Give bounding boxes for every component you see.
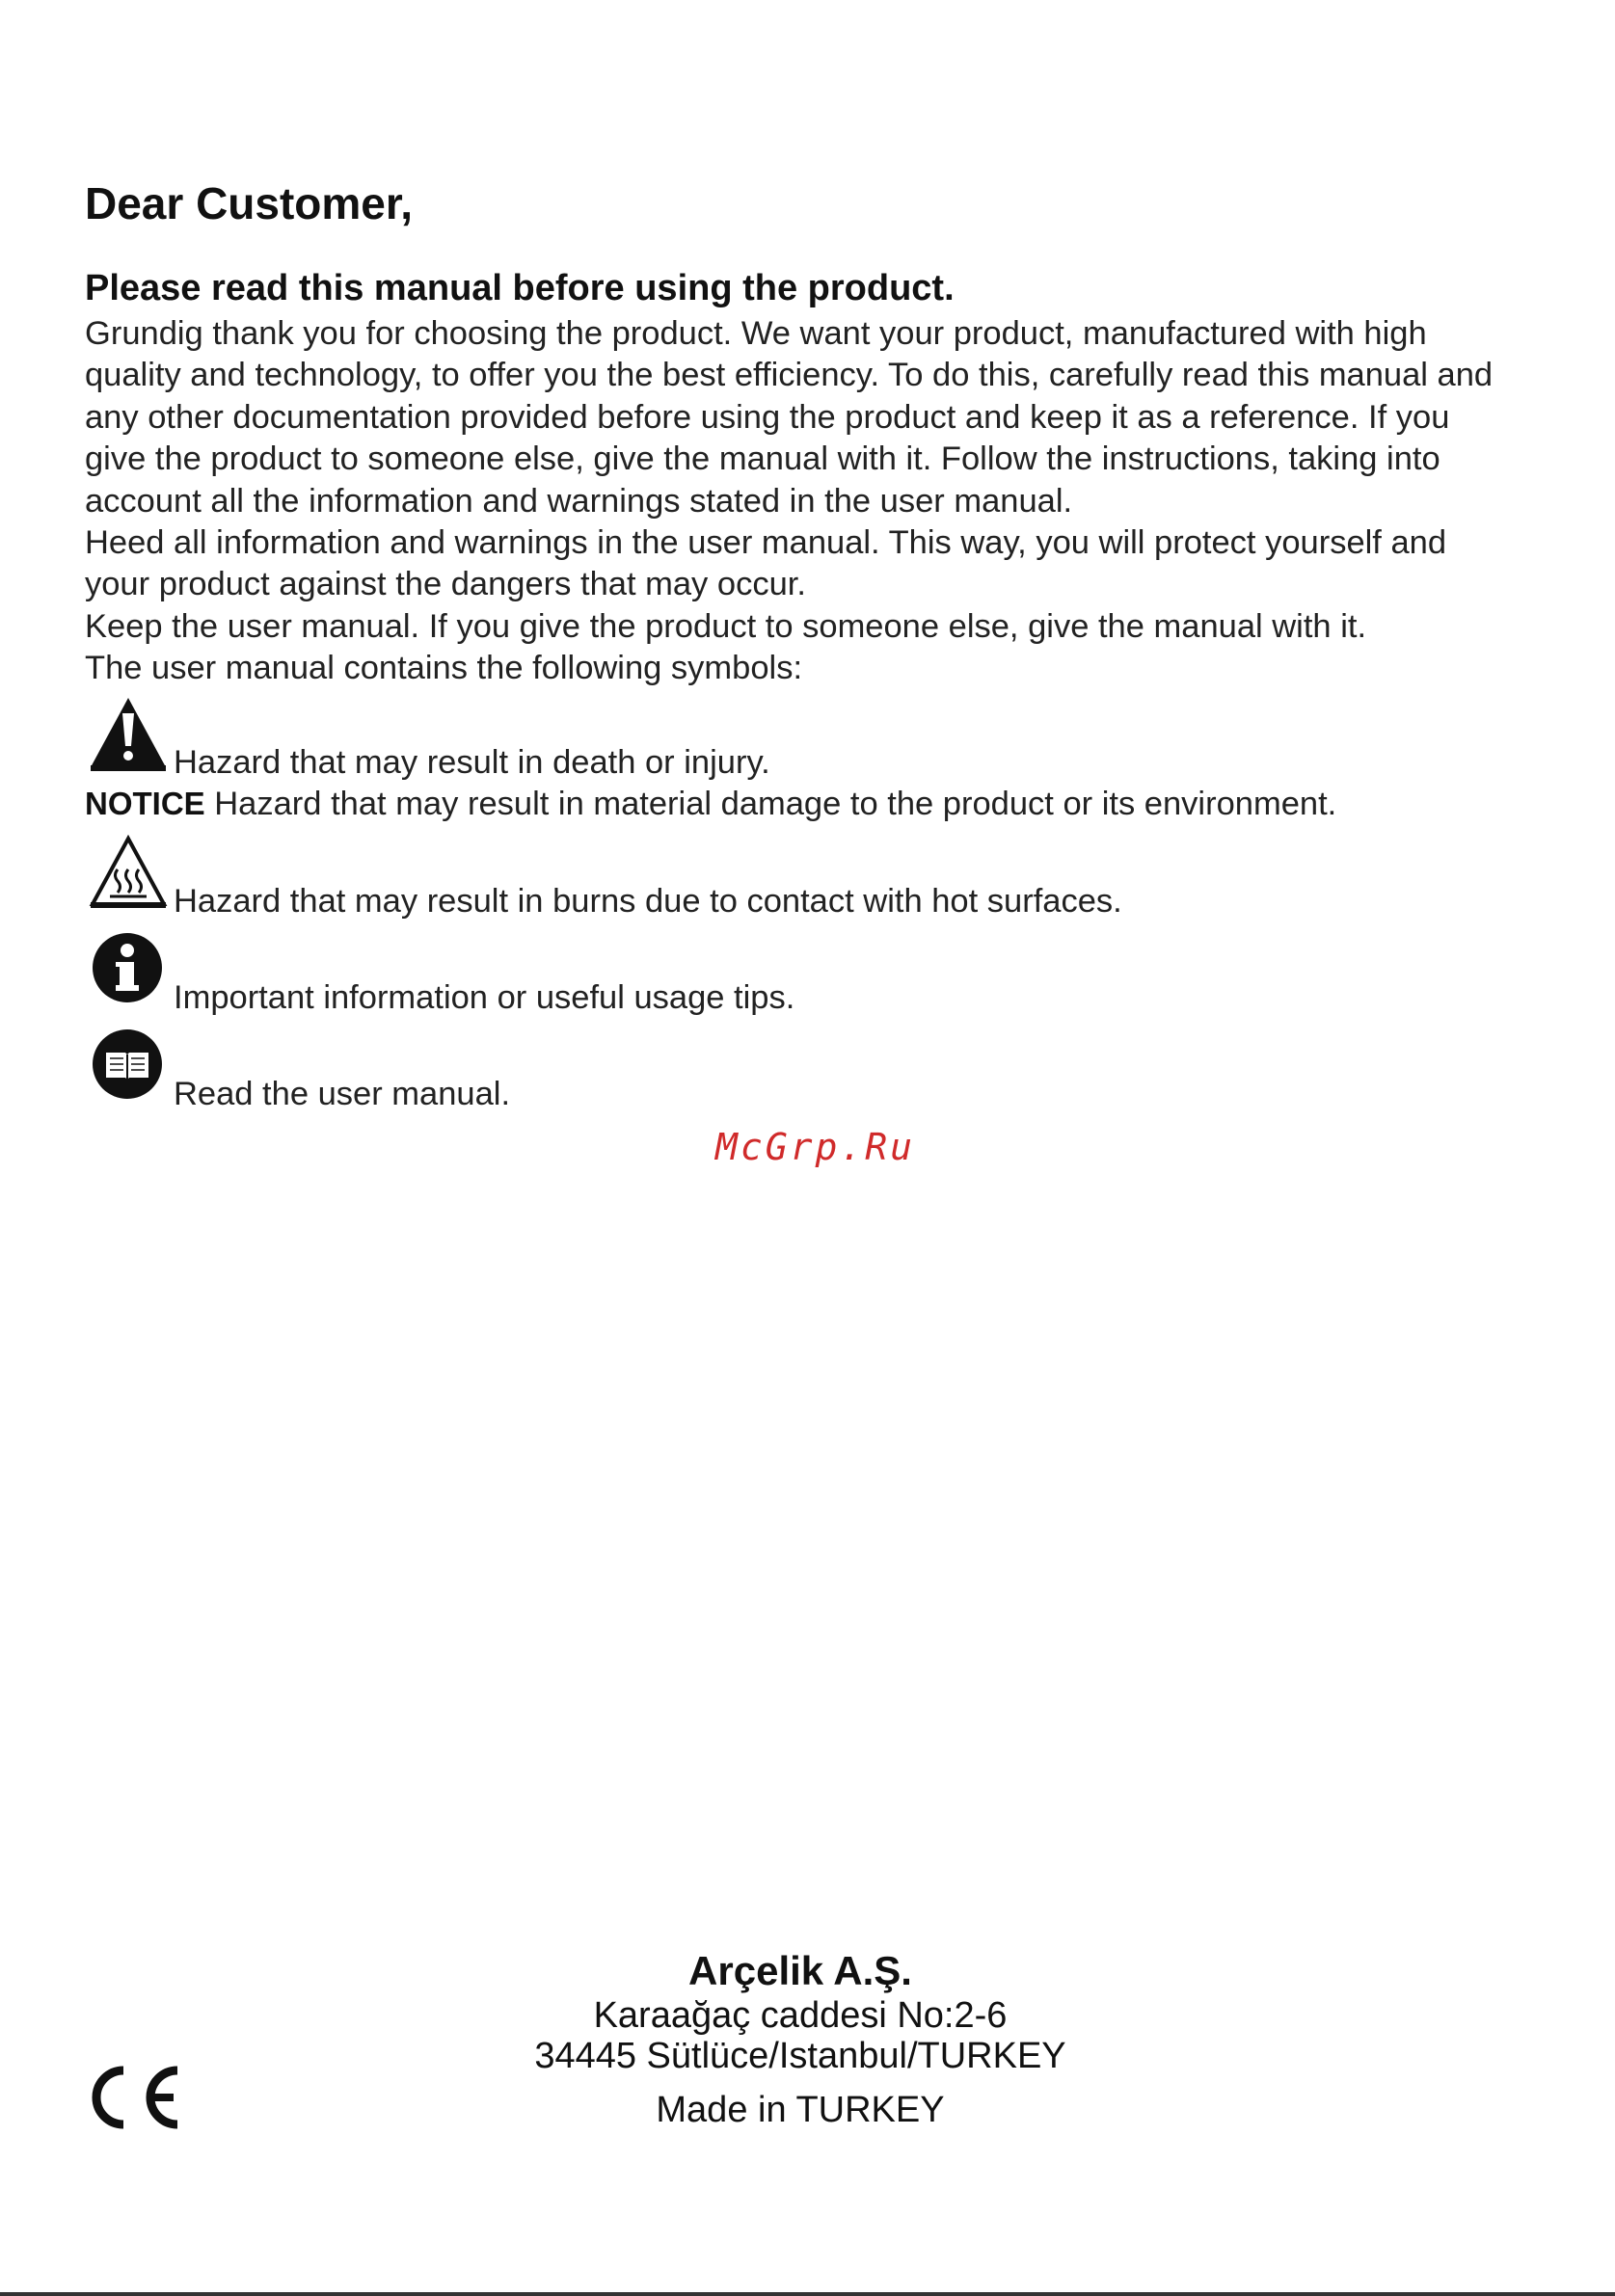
address-city: 34445 Sütlüce/Istanbul/TURKEY	[534, 2036, 1066, 2076]
watermark-text: McGrp.Ru	[715, 1126, 916, 1168]
warning-triangle-icon	[89, 696, 168, 773]
symbol-row-warning	[85, 696, 1531, 783]
symbol-description: Hazard that may result in death or injury.	[174, 744, 770, 781]
made-in-label: Made in TURKEY	[656, 2090, 945, 2130]
ce-mark-icon	[81, 2059, 187, 2136]
notice-label: NOTICE	[85, 786, 205, 821]
symbol-description: Hazard that may result in material damage to the product or its environment.	[214, 786, 1337, 822]
intro-paragraph: Heed all information and warnings in the user manual. This way, you will protect yourself and your product against the dangers that may occur.	[85, 524, 1447, 603]
bottom-rule	[0, 2292, 1615, 2296]
symbol-row-manual	[85, 1028, 1531, 1114]
symbol-description: Hazard that may result in burns due to contact with hot surfaces.	[174, 883, 1122, 920]
symbol-row-info	[85, 931, 1531, 1018]
intro-paragraph: Grundig thank you for choosing the product. We want your product, manufactured with high quality and technology, to offer you the best efficiency. To do this, carefully read this manual and any other documentation provided before using the product and keep it as a reference. If you give the product to someone else, give the manual with it. Follow the instructions, taking into account all the information and warnings stated in the user manual.	[85, 315, 1494, 520]
intro-body	[85, 313, 1512, 690]
company-name: Arçelik A.Ş.	[688, 1948, 912, 1993]
address-street: Karaağaç caddesi No:2-6	[593, 1995, 1008, 2036]
book-icon	[89, 1028, 168, 1105]
intro-paragraph: The user manual contains the following symbols:	[85, 650, 803, 687]
info-icon	[89, 931, 168, 1008]
hot-surface-icon	[89, 835, 168, 912]
symbol-description: Important information or useful usage tips.	[174, 979, 795, 1016]
symbol-description: Read the user manual.	[174, 1076, 511, 1112]
symbol-row-notice	[85, 786, 1336, 823]
symbol-row-hot-surface	[85, 835, 1531, 921]
manufacturer-address	[511, 1947, 1090, 2130]
section-heading: Please read this manual before using the product.	[85, 268, 955, 308]
greeting-title: Dear Customer,	[85, 178, 414, 228]
intro-paragraph: Keep the user manual. If you give the product to someone else, give the manual with it.	[85, 607, 1367, 645]
